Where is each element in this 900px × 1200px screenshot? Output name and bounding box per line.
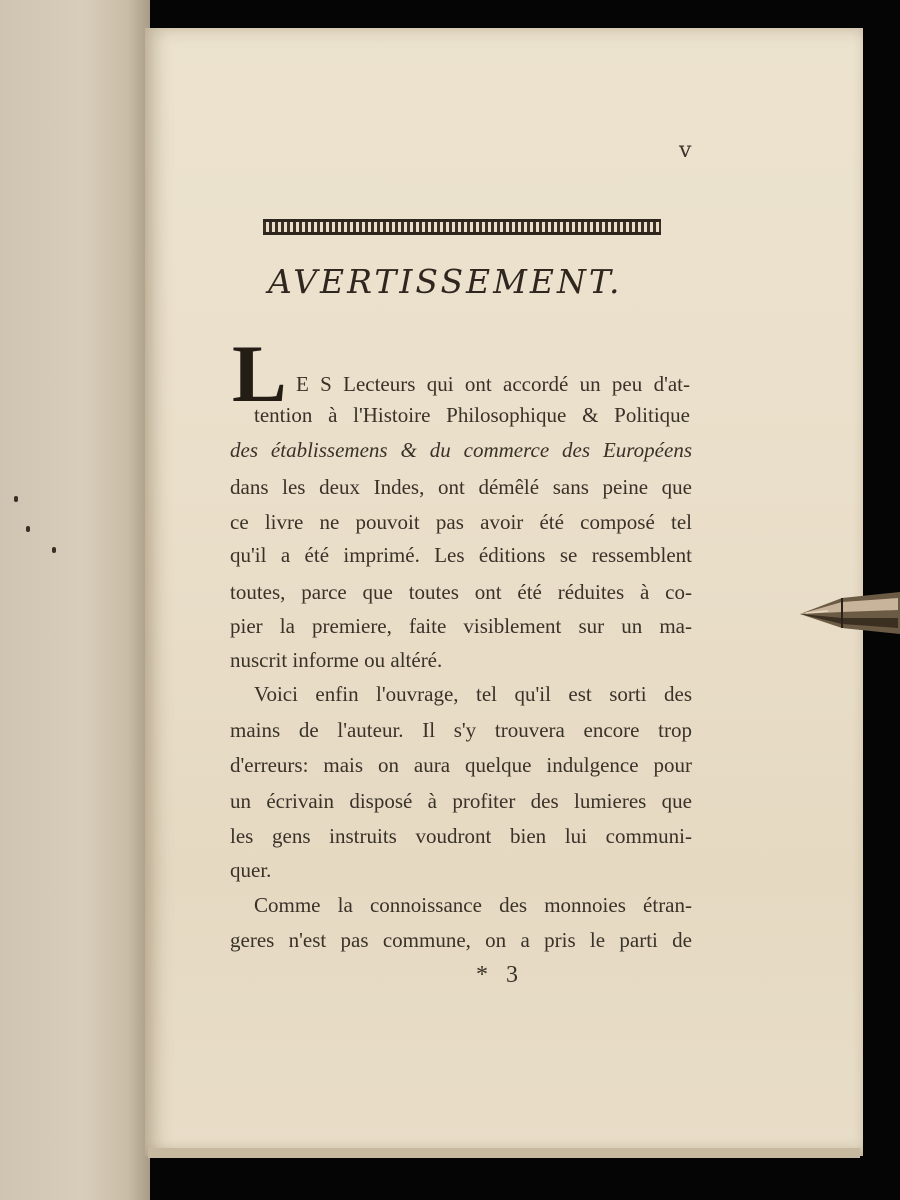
page-edge xyxy=(148,1148,860,1158)
signature-mark: * 3 xyxy=(476,962,524,988)
paper-blemish xyxy=(52,547,56,553)
text-line: un écrivain disposé à profiter des lumieres que xyxy=(230,789,692,813)
text-line: Comme la connoissance des monnoies étran- xyxy=(254,893,692,917)
text-line: quer. xyxy=(230,858,272,882)
pen-tip-icon xyxy=(798,588,900,640)
text-line: toutes, parce que toutes ont été réduites à co- xyxy=(230,580,692,604)
text-line: dans les deux Indes, ont démêlé sans peine que xyxy=(230,475,692,499)
text-line: mains de l'auteur. Il s'y trouvera encore trop xyxy=(230,718,692,742)
text-line: E S Lecteurs qui ont accordé un peu d'at- xyxy=(296,372,690,396)
text-line: pier la premiere, faite visiblement sur un ma- xyxy=(230,614,692,638)
text-line: des établissemens & du commerce des Européens xyxy=(230,438,692,462)
text-line: les gens instruits voudront bien lui communi- xyxy=(230,824,692,848)
text-line: d'erreurs: mais on aura quelque indulgence pour xyxy=(230,753,692,777)
text-line: nuscrit informe ou altéré. xyxy=(230,648,443,672)
text-line: ce livre ne pouvoit pas avoir été composé tel xyxy=(230,510,692,534)
left-page xyxy=(0,0,150,1200)
drop-cap: L xyxy=(232,328,287,419)
text-line: tention à l'Histoire Philosophique & Politique xyxy=(254,403,690,427)
page-title: AVERTISSEMENT. xyxy=(268,262,623,301)
ornamental-rule xyxy=(263,219,661,235)
text-line: geres n'est pas commune, on a pris le parti de xyxy=(230,928,692,952)
page-number: v xyxy=(679,138,692,163)
paper-blemish xyxy=(14,496,18,502)
paper-blemish xyxy=(26,526,30,532)
text-line: Voici enfin l'ouvrage, tel qu'il est sorti des xyxy=(254,682,692,706)
text-line: qu'il a été imprimé. Les éditions se ressemblent xyxy=(230,543,692,567)
